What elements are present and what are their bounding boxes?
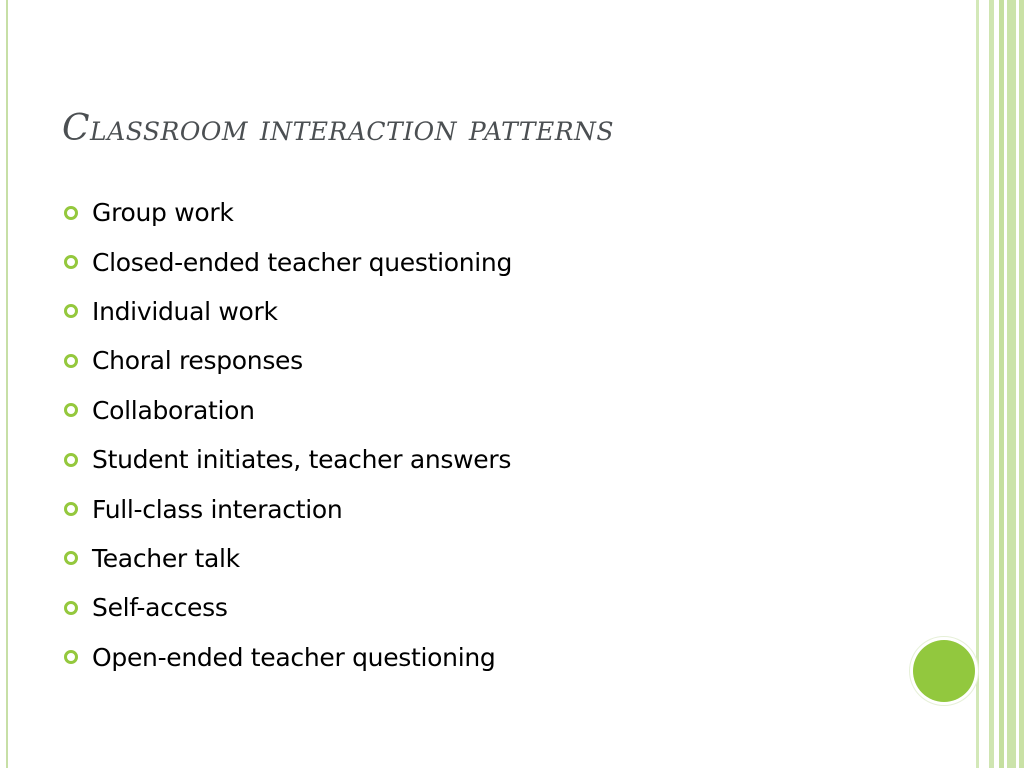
bullet-text: Full-class interaction — [92, 494, 343, 524]
bullet-circle-icon — [64, 255, 78, 269]
bullet-circle-icon — [64, 551, 78, 565]
bullet-list — [60, 188, 512, 682]
bullet-text: Individual work — [92, 296, 278, 326]
bullet-circle-icon — [64, 206, 78, 220]
bullet-item — [60, 633, 512, 682]
bullet-item — [60, 336, 512, 385]
bullet-text: Collaboration — [92, 395, 255, 425]
bullet-circle-icon — [64, 502, 78, 516]
bullet-item — [60, 188, 512, 237]
bullet-circle-icon — [64, 601, 78, 615]
bullet-text: Choral responses — [92, 346, 303, 376]
bullet-circle-icon — [64, 403, 78, 417]
bullet-item — [60, 386, 512, 435]
bullet-text: Closed-ended teacher questioning — [92, 247, 513, 277]
decorative-green-circle-icon — [913, 640, 975, 702]
bullet-item — [60, 484, 512, 533]
bullet-text: Open-ended teacher questioning — [92, 642, 496, 672]
left-border-line — [6, 0, 8, 768]
bullet-item — [60, 583, 512, 632]
bullet-circle-icon — [64, 650, 78, 664]
slide-title: Classroom interaction patterns — [62, 108, 615, 149]
bullet-text: Self-access — [92, 593, 228, 623]
right-decorative-stripes — [976, 0, 1024, 768]
bullet-text: Teacher talk — [92, 543, 240, 573]
bullet-item — [60, 435, 512, 484]
bullet-circle-icon — [64, 453, 78, 467]
bullet-circle-icon — [64, 354, 78, 368]
bullet-item — [60, 237, 512, 286]
bullet-item — [60, 287, 512, 336]
bullet-text: Student initiates, teacher answers — [92, 445, 512, 475]
bullet-circle-icon — [64, 304, 78, 318]
bullet-item — [60, 534, 512, 583]
bullet-text: Group work — [92, 198, 234, 228]
